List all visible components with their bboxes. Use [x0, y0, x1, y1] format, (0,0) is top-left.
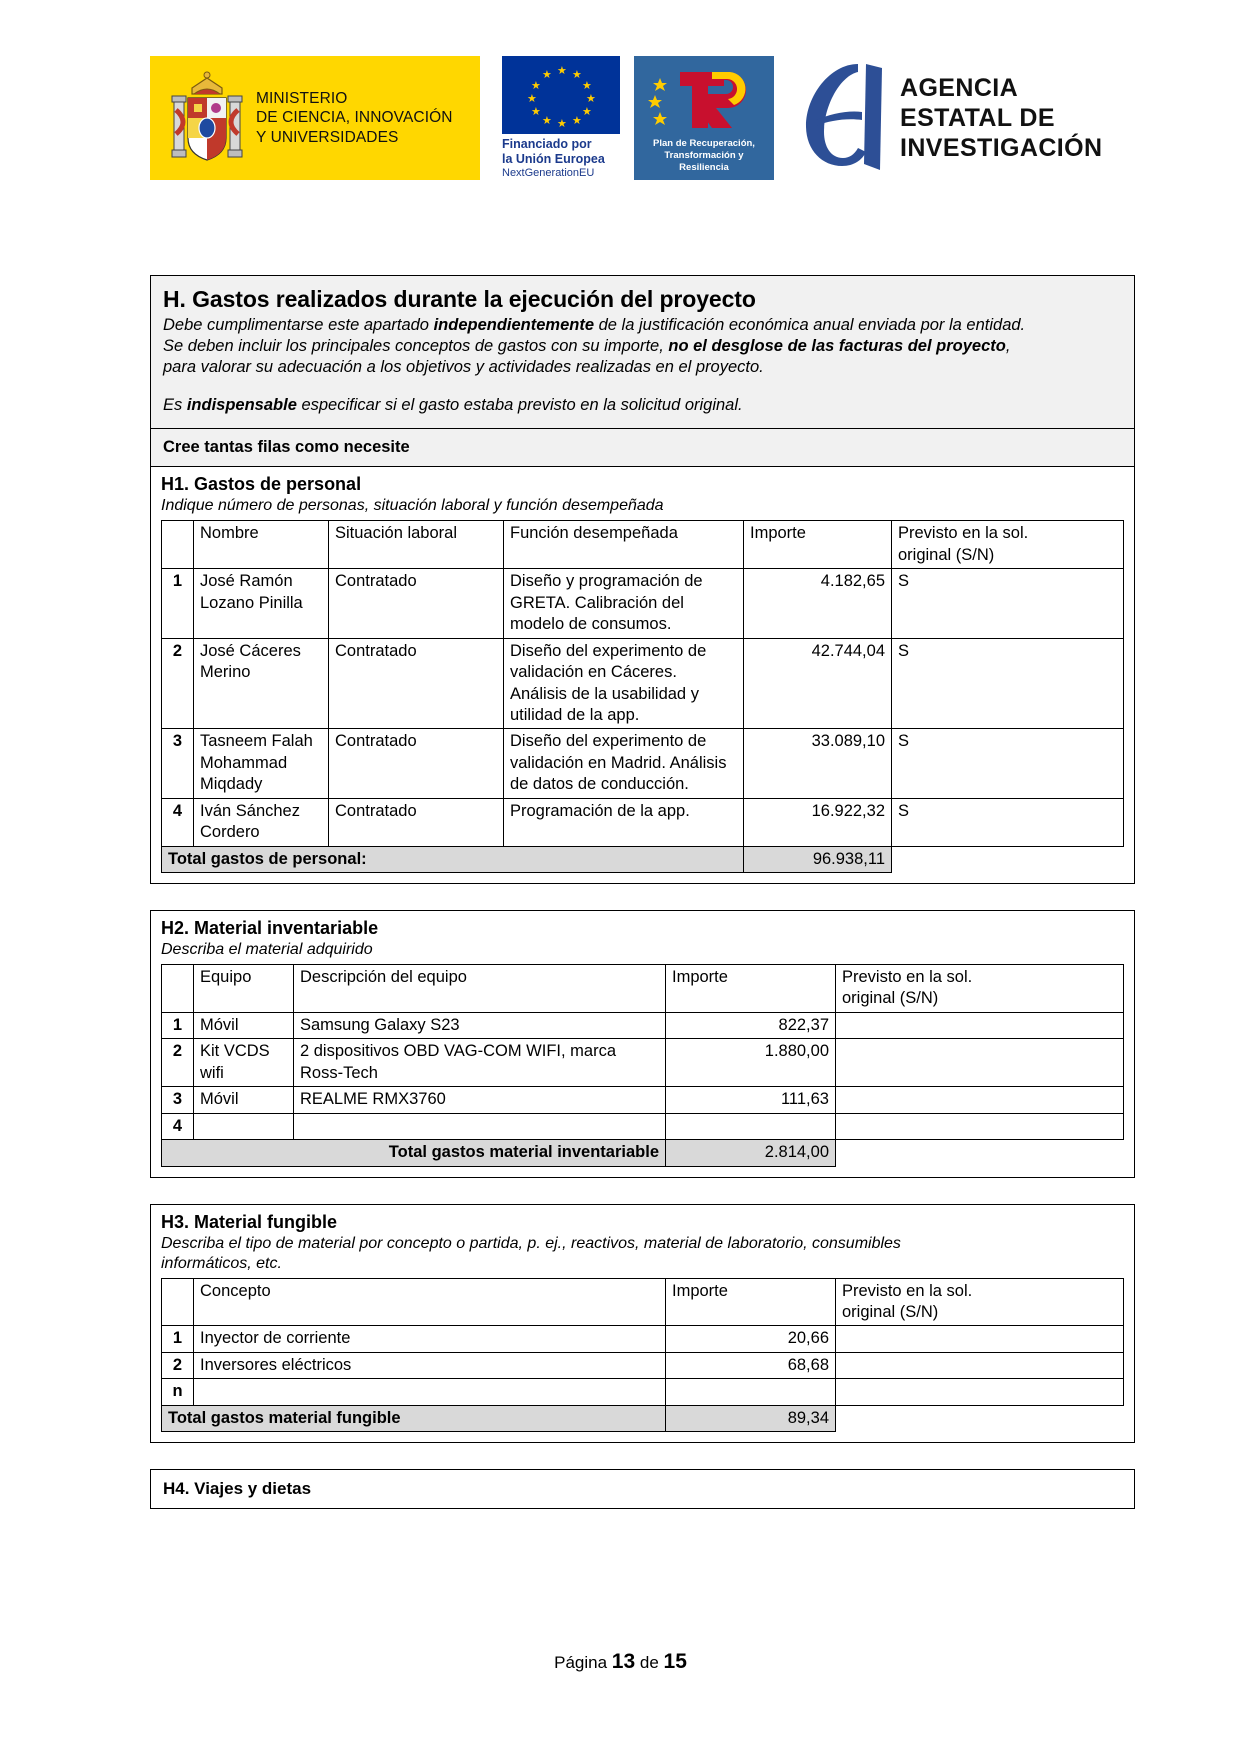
table-row	[162, 1326, 1124, 1352]
cell-importe[interactable]: 1.880,00	[666, 1039, 836, 1087]
cell-equipo[interactable]: Móvil	[194, 1087, 294, 1113]
table-row	[162, 798, 1124, 846]
cell-descripcion[interactable]: Samsung Galaxy S23	[294, 1012, 666, 1038]
row-index: 3	[162, 1087, 194, 1113]
cell-importe[interactable]: 68,68	[666, 1352, 836, 1378]
prtr-logo	[634, 56, 774, 180]
footer-total-pages: 15	[663, 1650, 687, 1673]
footer-middle: de	[635, 1653, 664, 1672]
eu-funding-logo	[502, 56, 620, 180]
personnel-expenses-table	[161, 520, 1124, 873]
h2-table-wrap	[151, 964, 1134, 1177]
table-row	[162, 1352, 1124, 1378]
row-index: 2	[162, 1039, 194, 1087]
total-row	[162, 846, 1124, 872]
cell-funcion[interactable]: Diseño y programación de GRETA. Calibración del modelo de consumos.	[504, 569, 744, 638]
document-content	[150, 275, 1135, 1509]
aei-line-3: INVESTIGACIÓN	[900, 134, 1103, 162]
h2-title: H2. Material inventariable	[161, 918, 379, 938]
intro-p2-b: no el desglose de las facturas del proyecto	[668, 337, 1006, 356]
intro-p1-a: Debe cumplimentarse este apartado	[163, 316, 434, 334]
eu-nextgen-label: NextGenerationEU	[502, 166, 595, 179]
prtr-mark-icon	[646, 64, 762, 136]
cell-previsto[interactable]	[836, 1379, 1124, 1405]
h3-heading	[151, 1205, 1134, 1278]
create-rows-note: Cree tantas filas como necesite	[150, 429, 1135, 467]
page-footer	[0, 1650, 1241, 1674]
cell-previsto[interactable]: S	[892, 638, 1124, 729]
ministerio-line-2: DE CIENCIA, INNOVACIÓN	[256, 109, 453, 127]
cell-funcion[interactable]: Programación de la app.	[504, 798, 744, 846]
row-index: 1	[162, 1012, 194, 1038]
total-row	[162, 1140, 1124, 1166]
aei-line-2: ESTATAL DE	[900, 104, 1055, 132]
cell-funcion[interactable]: Diseño del experimento de validación en Madrid. Análisis de datos de conducción.	[504, 729, 744, 798]
col-funcion-desempenada: Función desempeñada	[504, 521, 744, 569]
cell-previsto[interactable]	[836, 1326, 1124, 1352]
row-index: 2	[162, 1352, 194, 1378]
intro-p4-b: indispensable	[186, 396, 297, 415]
cell-importe[interactable]: 111,63	[666, 1087, 836, 1113]
h1-heading	[151, 467, 1134, 520]
cell-descripcion[interactable]: REALME RMX3760	[294, 1087, 666, 1113]
table-header-row	[162, 1278, 1124, 1326]
cell-equipo[interactable]: Móvil	[194, 1012, 294, 1038]
cell-situacion[interactable]: Contratado	[329, 569, 504, 638]
col-concepto: Concepto	[194, 1278, 666, 1326]
footer-prefix: Página	[554, 1653, 612, 1672]
h4-section-box: H4. Viajes y dietas	[150, 1469, 1135, 1509]
col-importe: Importe	[666, 965, 836, 1013]
col-previsto-line-2: original (S/N)	[842, 1302, 939, 1321]
total-value: 2.814,00	[666, 1140, 836, 1166]
cell-equipo[interactable]: Kit VCDS wifi	[194, 1039, 294, 1087]
cell-nombre[interactable]: Tasneem Falah Mohammad Miqdady	[194, 729, 329, 798]
col-importe: Importe	[744, 521, 892, 569]
cell-previsto[interactable]	[836, 1113, 1124, 1139]
table-row	[162, 1379, 1124, 1405]
total-label: Total gastos material inventariable	[162, 1140, 666, 1166]
table-row	[162, 1012, 1124, 1038]
spain-coat-of-arms-icon	[168, 70, 246, 166]
intro-paragraph-2	[163, 336, 1122, 357]
cell-importe[interactable]: 4.182,65	[744, 569, 892, 638]
table-row	[162, 569, 1124, 638]
h1-section-box	[150, 467, 1135, 884]
h1-table-wrap	[151, 520, 1134, 883]
cell-situacion[interactable]: Contratado	[329, 798, 504, 846]
prtr-line-1: Plan de Recuperación,	[653, 138, 755, 149]
table-header-row	[162, 965, 1124, 1013]
col-index	[162, 1278, 194, 1326]
col-previsto	[892, 521, 1124, 569]
h3-subtitle-line-2: informáticos, etc.	[161, 1254, 282, 1272]
inventory-expenses-table	[161, 964, 1124, 1167]
cell-concepto[interactable]: Inyector de corriente	[194, 1326, 666, 1352]
ministerio-line-1: MINISTERIO	[256, 89, 348, 107]
aei-logo	[800, 58, 1102, 178]
ministerio-logo	[150, 56, 480, 180]
spacer-h2-h3	[150, 1178, 1135, 1204]
prtr-line-2: Transformación y	[664, 149, 744, 161]
intro-paragraph-3: para valorar su adecuación a los objetivos y actividades realizadas en el proyecto.	[163, 358, 764, 377]
cell-situacion[interactable]: Contratado	[329, 729, 504, 798]
eu-caption-line-2: la Unión Europea	[502, 151, 605, 166]
cell-previsto[interactable]	[836, 1352, 1124, 1378]
table-row	[162, 1113, 1124, 1139]
total-value: 89,34	[666, 1405, 836, 1431]
total-label: Total gastos material fungible	[162, 1405, 666, 1431]
cell-previsto[interactable]: S	[892, 569, 1124, 638]
cell-concepto[interactable]	[194, 1379, 666, 1405]
intro-p2-c: ,	[1005, 337, 1011, 356]
intro-paragraph-1	[163, 315, 1122, 336]
h2-heading	[151, 911, 1134, 964]
h2-section-box	[150, 910, 1135, 1178]
ministerio-line-3: Y UNIVERSIDADES	[256, 128, 399, 146]
ministerio-logo-text	[256, 89, 453, 148]
intro-p1-c: de la justificación económica anual enviada por la entidad.	[594, 316, 1026, 334]
col-index	[162, 521, 194, 569]
col-previsto	[836, 1278, 1124, 1326]
table-row	[162, 729, 1124, 798]
eu-caption-line-1: Financiado por	[502, 137, 592, 152]
aei-emblem-icon	[800, 58, 888, 178]
table-row	[162, 638, 1124, 729]
aei-logo-text	[900, 73, 1102, 163]
h3-table-wrap	[151, 1278, 1134, 1443]
table-row	[162, 1039, 1124, 1087]
page-title: H. Gastos realizados durante la ejecución del proyecto	[163, 286, 756, 312]
cell-importe[interactable]: 20,66	[666, 1326, 836, 1352]
intro-p1-b: independientemente	[433, 316, 595, 334]
col-previsto-line-1: Previsto en la sol.	[842, 968, 973, 986]
h3-title: H3. Material fungible	[161, 1211, 338, 1232]
h1-title: H1. Gastos de personal	[161, 474, 362, 495]
total-value: 96.938,11	[744, 846, 892, 872]
row-index: n	[162, 1379, 194, 1405]
col-previsto-line-1: Previsto en la sol.	[842, 1281, 973, 1300]
cell-importe[interactable]	[666, 1113, 836, 1139]
col-previsto-line-1: Previsto en la sol.	[898, 524, 1029, 543]
aei-line-1: AGENCIA	[900, 74, 1019, 102]
institutional-logo-bar	[150, 48, 1110, 188]
consumables-expenses-table	[161, 1278, 1124, 1433]
col-nombre: Nombre	[194, 521, 329, 569]
h3-section-box	[150, 1204, 1135, 1444]
col-previsto-line-2: original (S/N)	[842, 989, 939, 1008]
cell-nombre[interactable]: Iván Sánchez Cordero	[194, 798, 329, 846]
intro-p2-a: Se deben incluir los principales conceptos de gastos con su importe,	[163, 337, 669, 356]
intro-p4-c: especificar si el gasto estaba previsto en la solicitud original.	[296, 396, 743, 415]
intro-paragraph-4	[163, 395, 1122, 416]
eu-flag-icon: ★ ★ ★ ★ ★ ★ ★ ★ ★ ★ ★ ★	[502, 56, 620, 134]
row-index: 4	[162, 798, 194, 846]
prtr-caption	[653, 138, 755, 174]
section-h-intro-box	[150, 275, 1135, 429]
spacer-h3-h4	[150, 1443, 1135, 1469]
h1-subtitle: Indique número de personas, situación laboral y función desempeñada	[161, 497, 664, 515]
col-situacion-laboral: Situación laboral	[329, 521, 504, 569]
cell-importe[interactable]	[666, 1379, 836, 1405]
prtr-line-3: Resiliencia	[679, 161, 729, 173]
col-equipo: Equipo	[194, 965, 294, 1013]
cell-previsto[interactable]	[836, 1012, 1124, 1038]
table-header-row	[162, 521, 1124, 569]
footer-current-page: 13	[611, 1650, 636, 1673]
row-index: 3	[162, 729, 194, 798]
cell-importe[interactable]: 33.089,10	[744, 729, 892, 798]
cell-previsto[interactable]	[836, 1087, 1124, 1113]
row-index: 1	[162, 1326, 194, 1352]
row-index: 4	[162, 1113, 194, 1139]
cell-nombre[interactable]: José Cáceres Merino	[194, 638, 329, 729]
eu-caption	[502, 137, 620, 180]
col-previsto	[836, 965, 1124, 1013]
total-label: Total gastos de personal:	[162, 846, 744, 872]
cell-funcion[interactable]: Diseño del experimento de validación en Cáceres. Análisis de la usabilidad y utilidad de la app.	[504, 638, 744, 729]
cell-nombre[interactable]: José Ramón Lozano Pinilla	[194, 569, 329, 638]
row-index: 1	[162, 569, 194, 638]
total-row	[162, 1405, 1124, 1431]
col-previsto-line-2: original (S/N)	[898, 545, 995, 564]
cell-previsto[interactable]: S	[892, 729, 1124, 798]
col-index	[162, 965, 194, 1013]
cell-importe[interactable]: 16.922,32	[744, 798, 892, 846]
h2-subtitle: Describa el material adquirido	[161, 941, 373, 958]
cell-importe[interactable]: 822,37	[666, 1012, 836, 1038]
cell-situacion[interactable]: Contratado	[329, 638, 504, 729]
cell-descripcion[interactable]: 2 dispositivos OBD VAG-COM WIFI, marca Ross-Tech	[294, 1039, 666, 1087]
total-blank-cell	[836, 1140, 1124, 1166]
cell-descripcion[interactable]	[294, 1113, 666, 1139]
intro-p4-a: Es	[163, 396, 187, 415]
cell-concepto[interactable]: Inversores eléctricos	[194, 1352, 666, 1378]
col-importe: Importe	[666, 1278, 836, 1326]
table-row	[162, 1087, 1124, 1113]
spacer-h1-h2	[150, 884, 1135, 910]
total-blank-cell	[892, 846, 1124, 872]
col-descripcion: Descripción del equipo	[294, 965, 666, 1013]
h3-subtitle-line-1: Describa el tipo de material por concepto o partida, p. ej., reactivos, material de laboratorio, consumibles	[161, 1234, 901, 1252]
total-blank-cell	[836, 1405, 1124, 1431]
row-index: 2	[162, 638, 194, 729]
cell-equipo[interactable]	[194, 1113, 294, 1139]
cell-previsto[interactable]	[836, 1039, 1124, 1087]
cell-importe[interactable]: 42.744,04	[744, 638, 892, 729]
cell-previsto[interactable]: S	[892, 798, 1124, 846]
